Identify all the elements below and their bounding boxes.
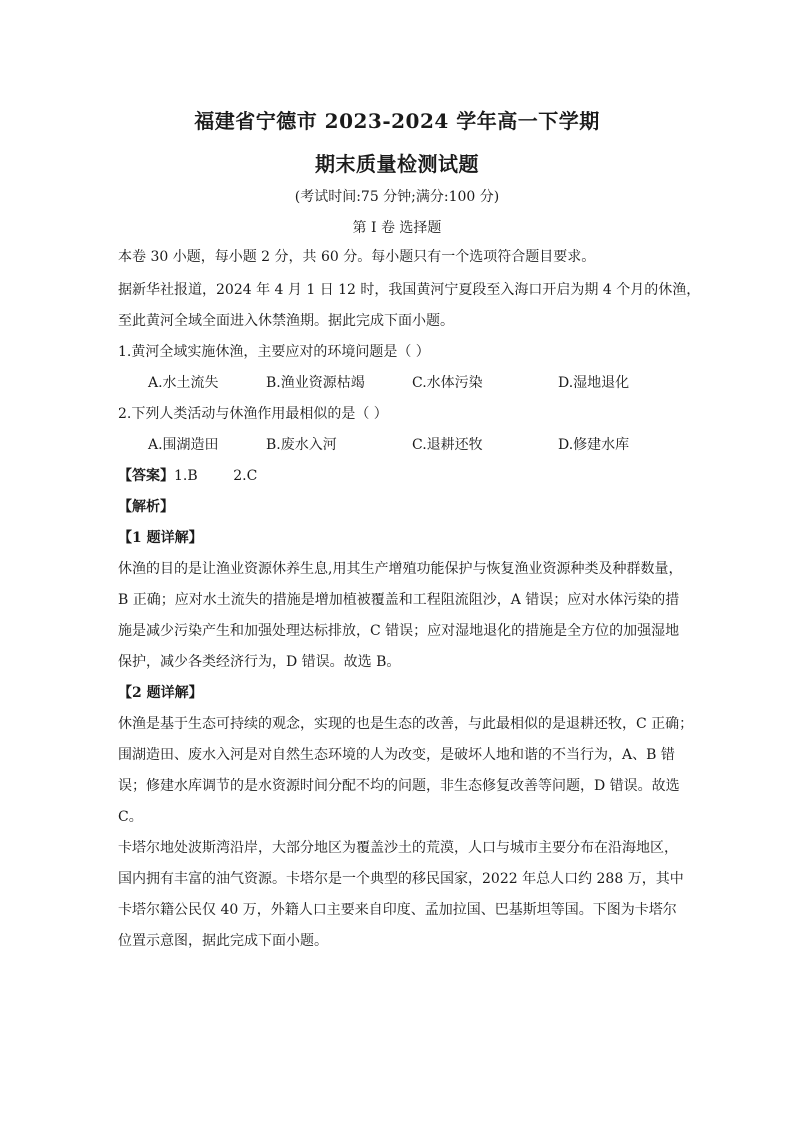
detail-line: 休渔的目的是让渔业资源休养生息,用其生产增殖功能保护与恢复渔业资源种类及种群数量，	[118, 561, 683, 577]
detail-label: 【2 题详解】	[118, 685, 203, 701]
question-option: A.围湖造田	[148, 437, 219, 453]
question-option: B.废水入河	[266, 437, 337, 453]
answer-line	[118, 466, 257, 486]
analysis-label: 【解析】	[118, 499, 174, 515]
passage-line: 卡塔尔籍公民仅 40 万，外籍人口主要来自印度、孟加拉国、巴基斯坦等国。下图为卡塔尔	[118, 902, 677, 918]
passage-line: 卡塔尔地处波斯湾沿岸，大部分地区为覆盖沙土的荒漠，人口与城市主要分布在沿海地区，	[118, 840, 678, 856]
question-option: D.修建水库	[558, 437, 630, 453]
section-intro: 本卷 30 小题，每小题 2 分，共 60 分。每小题只有一个选项符合题目要求。	[118, 249, 596, 265]
detail-line: B 正确；应对水土流失的措施是增加植被覆盖和工程阻流阻沙，A 错误；应对水体污染的措	[118, 592, 680, 608]
detail-line: 保护，减少各类经济行为，D 错误。故选 B。	[118, 654, 401, 670]
question-option: A.水土流失	[148, 375, 219, 391]
question-option: B.渔业资源枯竭	[266, 375, 365, 391]
section-title: 第 I 卷 选择题	[352, 220, 442, 236]
detail-line: 施是减少污染产生和加强处理达标排放，C 错误；应对湿地退化的措施是全方位的加强湿地	[118, 623, 680, 639]
page-title: 福建省宁德市 2023-2024 学年高一下学期	[194, 109, 600, 133]
passage-line: 据新华社报道，2024 年 4 月 1 日 12 时，我国黄河宁夏段至入海口开启为期 4 个月的休渔，	[118, 282, 701, 298]
answer-value: 1.B 2.C	[174, 468, 258, 484]
detail-line: 休渔是基于生态可持续的观念，实现的也是生态的改善，与此最相似的是退耕还牧，C 正确；	[118, 716, 694, 732]
question-option: C.退耕还牧	[412, 437, 483, 453]
passage-line: 国内拥有丰富的油气资源。卡塔尔是一个典型的移民国家，2022 年总人口约 288 万，其中	[118, 871, 684, 887]
answer-label: 【答案】	[118, 468, 174, 484]
question-option: D.湿地退化	[558, 375, 630, 391]
detail-line: 误；修建水库调节的是水资源时间分配不均的问题，非生态修复改善等问题，D 错误。故选	[118, 778, 680, 794]
exam-info: (考试时间:75 分钟;满分:100 分)	[294, 189, 500, 205]
question-stem: 2.下列人类活动与休渔作用最相似的是（ ）	[118, 406, 388, 422]
passage-line: 至此黄河全域全面进入休禁渔期。据此完成下面小题。	[118, 313, 454, 329]
detail-line: C。	[118, 809, 143, 825]
question-option: C.水体污染	[412, 375, 483, 391]
detail-line: 围湖造田、废水入河是对自然生态环境的人为改变，是破坏人地和谐的不当行为，A、B 错	[118, 747, 675, 763]
passage-line: 位置示意图，据此完成下面小题。	[118, 933, 328, 949]
question-stem: 1.黄河全域实施休渔，主要应对的环境问题是（ ）	[118, 344, 430, 360]
detail-label: 【1 题详解】	[118, 530, 203, 546]
page-subtitle: 期末质量检测试题	[315, 152, 479, 176]
